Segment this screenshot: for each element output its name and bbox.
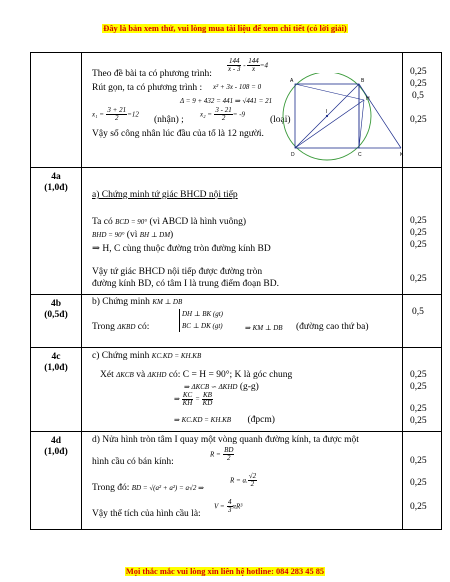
text-line: Rút gọn, ta có phương trình : bbox=[92, 83, 203, 93]
score: 0,5 bbox=[412, 307, 424, 317]
text-line: Vậy thể tích của hình cầu là: bbox=[92, 509, 201, 519]
text-line: c) Chứng minh KC.KD = KH.KB bbox=[92, 351, 202, 361]
question-points: (0,5đ) bbox=[44, 310, 68, 320]
label-i: I bbox=[326, 109, 328, 115]
score-cell bbox=[403, 168, 442, 295]
text-line: b) Chứng minh KM ⊥ DB bbox=[92, 297, 183, 307]
text-line: d) Nửa hình tròn tâm I quay một vòng quanh đường kính, ta được một bbox=[92, 435, 359, 445]
score: 0,25 bbox=[410, 370, 427, 380]
table-row bbox=[31, 295, 442, 348]
equation: ⇒ $\frac{KC}{KH}$ = $\frac{KB}{KD}$ bbox=[174, 391, 213, 407]
text-line: BHD = 90° (vì BH ⊥ DM) bbox=[92, 230, 174, 240]
hotline-banner: Mọi thắc mắc vui lòng xin liên hệ hotline: 084 283 45 85 bbox=[125, 567, 325, 576]
score: 0,25 bbox=[410, 228, 427, 238]
equation: V = $\frac{4}{3}$ πR³ bbox=[214, 498, 243, 514]
score-cell bbox=[403, 53, 442, 168]
equation: R = $\frac{BD}{2}$ bbox=[210, 446, 234, 462]
score: 0,25 bbox=[410, 478, 427, 488]
score-cell bbox=[403, 295, 442, 348]
table-row bbox=[31, 432, 442, 530]
question-cell bbox=[31, 53, 82, 168]
label-a: A bbox=[290, 78, 294, 84]
solution-cell bbox=[82, 432, 403, 530]
solution-table bbox=[30, 52, 442, 530]
score: 0,25 bbox=[410, 382, 427, 392]
score: 0,25 bbox=[410, 216, 427, 226]
table-row bbox=[31, 53, 442, 168]
equation: DH ⊥ BK (gt) bbox=[182, 310, 223, 318]
score: 0,25 bbox=[410, 79, 427, 89]
table-row bbox=[31, 348, 442, 432]
question-cell bbox=[31, 168, 82, 295]
question-points: (1,0đ) bbox=[44, 183, 68, 193]
question-number: 4c bbox=[51, 352, 61, 362]
question-cell bbox=[31, 348, 82, 432]
question-points: (1,0đ) bbox=[44, 363, 68, 373]
score: 0,5 bbox=[412, 91, 424, 101]
text-line: Trong đó: BD = √(a² + a²) = a√2 ⇒ bbox=[92, 483, 204, 493]
preview-banner: Đây là bản xem thử, vui lòng mua tài liệu để xem chi tiết (có lời giải) bbox=[103, 24, 347, 33]
text-line: Xét ΔKCB và ΔKHD có: C = H = 90°; K là góc chung bbox=[100, 370, 293, 380]
text-line: (loại) bbox=[270, 115, 291, 125]
geometry-figure bbox=[282, 73, 410, 163]
text-line: Vậy số công nhân lúc đầu của tổ là 12 người. bbox=[92, 129, 264, 139]
score: 0,25 bbox=[410, 67, 427, 77]
score: 0,25 bbox=[410, 115, 427, 125]
question-cell bbox=[31, 432, 82, 530]
score: 0,25 bbox=[410, 240, 427, 250]
text-line: (nhận) ; bbox=[154, 115, 184, 125]
score: 0,25 bbox=[410, 416, 427, 426]
equation: BC ⊥ DK (gt) bbox=[182, 322, 223, 330]
solution-cell bbox=[82, 348, 403, 432]
equation: x₁ = $\frac{3 + 21}{2}$ =12 bbox=[92, 106, 139, 122]
text-line: đường kính BD, có tâm I là trung điểm đoạn BD. bbox=[92, 279, 279, 289]
text-line: Trong ΔKBD có: bbox=[92, 322, 150, 332]
score: 0,25 bbox=[410, 404, 427, 414]
text-line: ⇒ KC.KD = KH.KB (đpcm) bbox=[174, 415, 275, 425]
score: 0,25 bbox=[410, 274, 427, 284]
part-title: a) Chứng minh tứ giác BHCD nội tiếp bbox=[92, 190, 238, 200]
text-line: Theo đề bài ta có phương trình: bbox=[92, 69, 212, 79]
question-number: 4b bbox=[50, 299, 62, 309]
question-number: 4a bbox=[51, 172, 61, 182]
text-line: hình cầu có bán kính: bbox=[92, 457, 174, 467]
score: 0,25 bbox=[410, 502, 427, 512]
score-cell bbox=[403, 432, 442, 530]
question-number: 4d bbox=[50, 436, 62, 446]
label-h: H bbox=[366, 96, 370, 102]
equation: x² + 3x - 108 = 0 bbox=[213, 83, 262, 91]
equation: Δ = 9 + 432 = 441 ⇒ √441 = 21 bbox=[180, 97, 273, 105]
text-line: (đường cao thứ ba) bbox=[296, 322, 369, 332]
text-line: Ta có BCD = 90° (vì ABCD là hình vuông) bbox=[92, 217, 247, 227]
score-cell bbox=[403, 348, 442, 432]
question-cell bbox=[31, 295, 82, 348]
table-row bbox=[31, 168, 442, 295]
label-c: C bbox=[358, 152, 362, 158]
text-line: ⇒ H, C cùng thuộc đường tròn đường kính BD bbox=[92, 244, 271, 254]
label-d: D bbox=[291, 152, 295, 158]
solution-cell bbox=[82, 168, 403, 295]
solution-cell bbox=[82, 295, 403, 348]
text-line: ⇒ ΔKCB ∽ ΔKHD (g-g) bbox=[184, 382, 259, 392]
question-points: (1,0đ) bbox=[44, 447, 68, 457]
equation: ⇒ KM ⊥ DB bbox=[245, 324, 283, 332]
label-b: B bbox=[361, 78, 365, 84]
brace bbox=[179, 309, 180, 332]
score: 0,25 bbox=[410, 456, 427, 466]
label-k: K bbox=[400, 152, 404, 158]
equation: $\frac{144}{x - 3}$ - $\frac{144}{x}$ =4 bbox=[228, 57, 269, 73]
text-line: Vậy tứ giác BHCD nội tiếp được đường tròn bbox=[92, 267, 263, 277]
equation: R = a. $\frac{√2}{2}$ bbox=[230, 472, 257, 488]
equation: x₂ = $\frac{3 - 21}{2}$ = -9 bbox=[200, 106, 246, 122]
solution-cell bbox=[82, 53, 403, 168]
